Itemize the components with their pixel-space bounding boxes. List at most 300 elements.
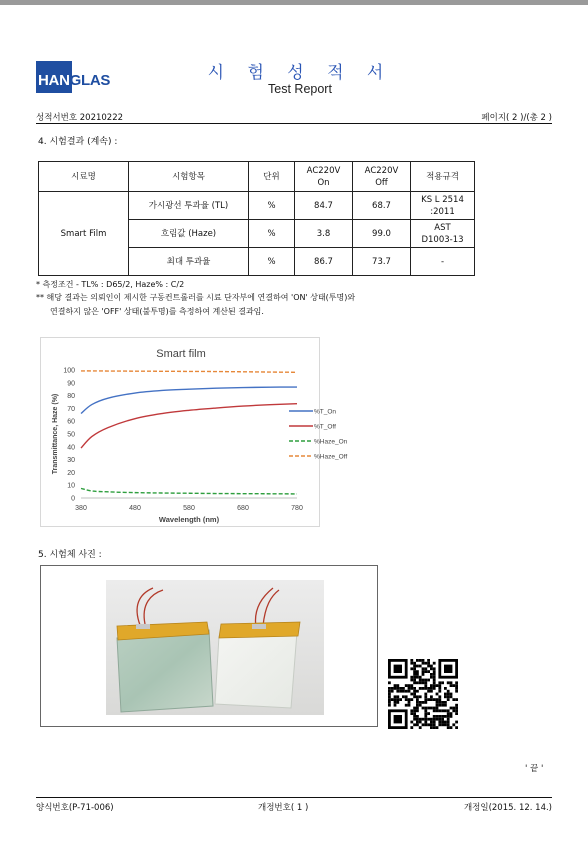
row-off: 68.7 [353, 192, 411, 220]
qr-module [455, 687, 458, 690]
qr-module [450, 707, 453, 710]
qr-module [430, 676, 433, 679]
qr-module [402, 687, 405, 690]
qr-module [416, 707, 419, 710]
qr-module [424, 662, 427, 665]
qr-module [433, 698, 436, 701]
qr-module [413, 670, 416, 673]
revision-number: 개정번호( 1 ) [258, 803, 309, 813]
qr-module [447, 698, 450, 701]
qr-module [408, 701, 411, 704]
qr-module [430, 707, 433, 710]
qr-module [419, 704, 422, 707]
qr-module [433, 670, 436, 673]
qr-module [447, 712, 450, 715]
qr-module [452, 723, 455, 726]
qr-module [444, 687, 447, 690]
qr-module [444, 693, 447, 696]
row-unit: % [249, 248, 295, 276]
qr-module [441, 701, 444, 704]
qr-module [441, 723, 444, 726]
qr-module [405, 698, 408, 701]
qr-module [410, 679, 413, 682]
qr-module [433, 681, 436, 684]
qr-module [427, 687, 430, 690]
qr-module [408, 698, 411, 701]
qr-finder-inner [394, 715, 402, 723]
qr-module [436, 701, 439, 704]
qr-module [413, 709, 416, 712]
table-row [39, 192, 475, 220]
header-unit: 단위 [249, 162, 295, 192]
x-tick-label: 680 [237, 505, 249, 512]
qr-module [444, 701, 447, 704]
qr-module [438, 718, 441, 721]
form-number: 양식번호(P-71-006) [36, 803, 114, 813]
x-tick-label: 780 [291, 505, 303, 512]
qr-module [402, 690, 405, 693]
qr-module [433, 723, 436, 726]
qr-module [388, 681, 391, 684]
measurement-condition-note: * 측정조건 - TL% : D65/2, Haze% : C/2 [36, 280, 185, 289]
qr-module [436, 693, 439, 696]
qr-module [424, 723, 427, 726]
qr-module [438, 715, 441, 718]
legend-label: %Haze_Off [314, 453, 348, 461]
qr-module [416, 715, 419, 718]
qr-module [405, 684, 408, 687]
qr-module [455, 698, 458, 701]
qr-module [447, 721, 450, 724]
qr-module [424, 693, 427, 696]
y-tick-label: 30 [67, 457, 75, 465]
qr-module [424, 687, 427, 690]
y-tick-label: 100 [63, 367, 75, 375]
qr-module [424, 679, 427, 682]
qr-module [452, 684, 455, 687]
spectrum-chart [40, 337, 348, 527]
qr-module [413, 662, 416, 665]
qr-module [433, 721, 436, 724]
qr-module [419, 659, 422, 662]
qr-module [422, 673, 425, 676]
y-tick-label: 60 [67, 418, 75, 426]
qr-module [416, 681, 419, 684]
series-line-haze-on [81, 488, 297, 494]
qr-module [413, 707, 416, 710]
qr-module [413, 681, 416, 684]
page-info: 페이지( 2 )/(총 2 ) [481, 113, 552, 123]
qr-module [455, 712, 458, 715]
qr-module [424, 667, 427, 670]
qr-module [416, 701, 419, 704]
qr-module [447, 718, 450, 721]
qr-module [388, 693, 391, 696]
qr-module [396, 698, 399, 701]
qr-module [455, 681, 458, 684]
qr-module [396, 687, 399, 690]
qr-module [394, 701, 397, 704]
qr-module [410, 693, 413, 696]
qr-module [438, 698, 441, 701]
qr-module [408, 684, 411, 687]
qr-module [396, 690, 399, 693]
qr-module [447, 709, 450, 712]
qr-module [433, 718, 436, 721]
qr-module [413, 665, 416, 668]
row-on: 3.8 [295, 220, 353, 248]
row-standard: - [411, 248, 475, 276]
legend-label: %Haze_On [314, 438, 348, 446]
qr-code[interactable] [388, 659, 458, 729]
qr-module [424, 721, 427, 724]
qr-module [388, 701, 391, 704]
qr-module [416, 695, 419, 698]
qr-module [416, 718, 419, 721]
qr-module [447, 690, 450, 693]
qr-module [455, 726, 458, 729]
qr-module [438, 684, 441, 687]
qr-module [433, 726, 436, 729]
specimen-photo-image [41, 566, 379, 728]
qr-module [427, 662, 430, 665]
qr-module [427, 712, 430, 715]
hanglas-logo [36, 61, 114, 93]
qr-module [447, 726, 450, 729]
qr-module [399, 690, 402, 693]
qr-module [444, 723, 447, 726]
row-on: 84.7 [295, 192, 353, 220]
qr-module [430, 687, 433, 690]
header-sample: 시료명 [39, 162, 129, 192]
qr-module [410, 709, 413, 712]
row-item: 최대 투과율 [129, 248, 249, 276]
qr-module [450, 684, 453, 687]
qr-module [455, 704, 458, 707]
qr-module [438, 681, 441, 684]
qr-module [452, 709, 455, 712]
chart-canvas [41, 338, 348, 528]
qr-module [438, 709, 441, 712]
qr-module [405, 690, 408, 693]
section5-heading: 5. 시험체 사진 : [38, 550, 102, 560]
qr-module [436, 709, 439, 712]
qr-module [427, 723, 430, 726]
qr-module [450, 712, 453, 715]
qr-module [419, 718, 422, 721]
legend-label: %T_On [314, 408, 337, 416]
qr-module [405, 704, 408, 707]
qr-module [402, 695, 405, 698]
sample-name: Smart Film [39, 192, 129, 276]
qr-module [424, 709, 427, 712]
x-tick-label: 580 [183, 505, 195, 512]
x-axis-label: Wavelength (nm) [158, 515, 220, 524]
legend-label: %T_Off [314, 423, 336, 431]
qr-module [441, 718, 444, 721]
qr-module [444, 709, 447, 712]
qr-module [433, 707, 436, 710]
qr-module [430, 673, 433, 676]
section4-heading: 4. 시험결과 (계속) : [38, 137, 118, 147]
qr-module [413, 690, 416, 693]
qr-module [424, 670, 427, 673]
qr-module [419, 681, 422, 684]
qr-module [455, 684, 458, 687]
qr-module [419, 679, 422, 682]
qr-module [410, 659, 413, 662]
qr-module [433, 662, 436, 665]
qr-module [410, 712, 413, 715]
chart-title: Smart film [156, 348, 206, 360]
qr-module [419, 726, 422, 729]
qr-module [388, 695, 391, 698]
qr-module [394, 684, 397, 687]
y-tick-label: 20 [67, 469, 75, 477]
qr-module [399, 687, 402, 690]
qr-module [394, 698, 397, 701]
row-standard: AST D1003-13 [411, 220, 475, 248]
qr-module [413, 676, 416, 679]
qr-module [430, 667, 433, 670]
qr-module [430, 684, 433, 687]
qr-module [436, 718, 439, 721]
qr-module [444, 704, 447, 707]
row-off: 99.0 [353, 220, 411, 248]
qr-module [413, 712, 416, 715]
title-english: Test Report [268, 82, 332, 96]
qr-module [424, 707, 427, 710]
qr-module [416, 676, 419, 679]
qr-module [396, 684, 399, 687]
qr-module [422, 687, 425, 690]
qr-module [422, 679, 425, 682]
row-on: 86.7 [295, 248, 353, 276]
qr-module [422, 701, 425, 704]
logo-text-rest: GLAS [69, 72, 111, 89]
qr-module [391, 690, 394, 693]
qr-module [455, 721, 458, 724]
qr-module [408, 704, 411, 707]
qr-module [410, 667, 413, 670]
x-tick-label: 480 [129, 505, 141, 512]
qr-module [416, 723, 419, 726]
qr-module [433, 715, 436, 718]
y-tick-label: 90 [67, 380, 75, 388]
qr-module [452, 707, 455, 710]
qr-module [430, 665, 433, 668]
qr-module [433, 687, 436, 690]
y-tick-label: 50 [67, 431, 75, 439]
x-tick-label: 380 [75, 505, 87, 512]
end-mark: ' 끝 ' [525, 764, 544, 774]
qr-module [441, 709, 444, 712]
row-item: 흐림값 (Haze) [129, 220, 249, 248]
qr-module [436, 715, 439, 718]
header-standard: 적용규격 [411, 162, 475, 192]
qr-module [410, 726, 413, 729]
revision-date: 개정일(2015. 12. 14.) [463, 803, 552, 813]
qr-module [430, 698, 433, 701]
qr-module [444, 715, 447, 718]
row-unit: % [249, 220, 295, 248]
qr-module [452, 698, 455, 701]
header-item: 시험항목 [129, 162, 249, 192]
qr-module [424, 681, 427, 684]
qr-module [419, 676, 422, 679]
qr-module [433, 679, 436, 682]
header-rule [36, 123, 552, 124]
qr-module [438, 704, 441, 707]
y-tick-label: 0 [71, 495, 75, 503]
qr-module [455, 707, 458, 710]
qr-module [416, 670, 419, 673]
qr-module [430, 718, 433, 721]
qr-module [441, 704, 444, 707]
qr-module [447, 723, 450, 726]
qr-module [394, 704, 397, 707]
qr-module [436, 704, 439, 707]
qr-module [419, 665, 422, 668]
qr-module [450, 726, 453, 729]
qr-module [413, 715, 416, 718]
qr-module [394, 687, 397, 690]
qr-module [424, 715, 427, 718]
top-border [0, 0, 588, 5]
qr-module [427, 659, 430, 662]
qr-module [410, 684, 413, 687]
qr-module [413, 695, 416, 698]
qr-module [436, 707, 439, 710]
qr-module [424, 701, 427, 704]
y-tick-label: 40 [67, 444, 75, 452]
qr-module [444, 695, 447, 698]
qr-module [388, 687, 391, 690]
qr-module [436, 698, 439, 701]
qr-module [447, 695, 450, 698]
y-tick-label: 70 [67, 405, 75, 413]
qr-module [427, 690, 430, 693]
qr-module [388, 698, 391, 701]
qr-module [416, 673, 419, 676]
row-item: 가시광선 투과율 (TL) [129, 192, 249, 220]
report-number: 성적서번호 20210222 [36, 113, 124, 123]
qr-module [408, 690, 411, 693]
qr-module [427, 665, 430, 668]
qr-module [441, 715, 444, 718]
qr-module [438, 687, 441, 690]
qr-module [416, 704, 419, 707]
test-results-table [38, 161, 475, 276]
qr-finder-inner [394, 665, 402, 673]
qr-module [424, 698, 427, 701]
qr-module [416, 709, 419, 712]
qr-finder-inner [444, 665, 452, 673]
qr-module [410, 676, 413, 679]
qr-module [422, 723, 425, 726]
qr-module [438, 721, 441, 724]
qr-module [450, 681, 453, 684]
qr-module [424, 684, 427, 687]
qr-module [413, 667, 416, 670]
qr-module [447, 693, 450, 696]
qr-module [396, 695, 399, 698]
result-note-line2: 연결하지 않은 'OFF' 상태(불투명)를 측정하여 계산된 결과임. [50, 307, 264, 316]
qr-module [391, 698, 394, 701]
title-korean: 시 험 성 적 서 [207, 63, 393, 83]
row-unit: % [249, 192, 295, 220]
qr-module [436, 684, 439, 687]
table-header-row [39, 162, 475, 192]
qr-module [430, 726, 433, 729]
qr-module [422, 662, 425, 665]
qr-module [455, 690, 458, 693]
qr-module [430, 723, 433, 726]
qr-module [405, 695, 408, 698]
qr-module [413, 687, 416, 690]
qr-module [391, 687, 394, 690]
qr-module [438, 690, 441, 693]
qr-module [419, 695, 422, 698]
qr-module [424, 712, 427, 715]
qr-module [427, 718, 430, 721]
qr-module [436, 726, 439, 729]
qr-module [424, 695, 427, 698]
qr-module [422, 681, 425, 684]
qr-module [427, 679, 430, 682]
qr-module [422, 718, 425, 721]
qr-module [427, 670, 430, 673]
qr-module [419, 687, 422, 690]
y-tick-label: 80 [67, 393, 75, 401]
qr-module [413, 718, 416, 721]
series-line-t-off [81, 404, 297, 448]
qr-module [388, 690, 391, 693]
qr-module [433, 673, 436, 676]
qr-module [438, 723, 441, 726]
y-axis-label: Transmittance, Haze (%) [52, 393, 59, 475]
qr-module [450, 715, 453, 718]
qr-module [416, 721, 419, 724]
header-off: AC220V Off [353, 162, 411, 192]
qr-module [447, 681, 450, 684]
qr-module [388, 704, 391, 707]
y-tick-label: 10 [67, 482, 75, 490]
qr-module [422, 707, 425, 710]
qr-module [422, 659, 425, 662]
specimen-photo [40, 565, 378, 727]
qr-module [419, 721, 422, 724]
qr-module [422, 667, 425, 670]
qr-module [430, 695, 433, 698]
qr-module [433, 676, 436, 679]
qr-module [416, 698, 419, 701]
qr-module [422, 670, 425, 673]
qr-module [444, 721, 447, 724]
qr-module [413, 673, 416, 676]
qr-module [441, 721, 444, 724]
result-note-line1: ** 해당 결과는 의뢰인이 제시한 구동컨트롤러를 시료 단자부에 연결하여 'ON' 상태(투명)와 [36, 293, 356, 302]
row-standard: KS L 2514 :2011 [411, 192, 475, 220]
qr-module [433, 684, 436, 687]
qr-module [438, 695, 441, 698]
qr-module [450, 695, 453, 698]
qr-module [424, 718, 427, 721]
qr-module [441, 681, 444, 684]
qr-module [455, 709, 458, 712]
series-line-haze-off [81, 371, 297, 372]
qr-module [433, 667, 436, 670]
